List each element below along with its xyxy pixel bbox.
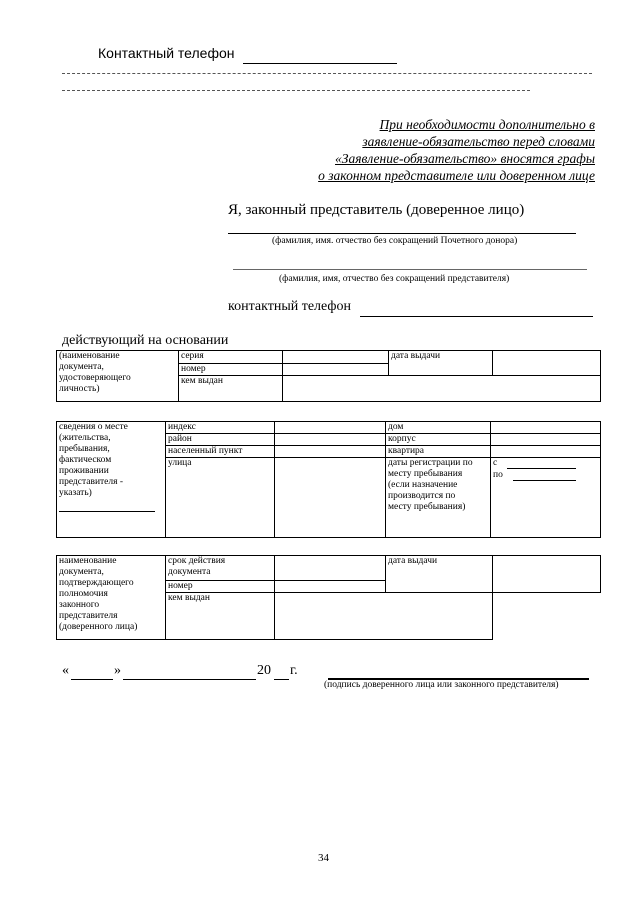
district-field[interactable]: [275, 434, 386, 446]
residence-line: пребывания,: [59, 444, 110, 454]
representative-phone-label: контактный телефон: [228, 299, 351, 314]
residence-line: сведения о месте: [59, 422, 128, 432]
dashed-line-2: [62, 90, 530, 91]
day-field[interactable]: [71, 679, 113, 680]
validity-label: [166, 556, 275, 581]
note-line: «Заявление-обязательство» вносятся графы: [335, 151, 595, 166]
doc-name-line: удостоверяющего: [59, 373, 131, 383]
doc-name-line: личность): [59, 384, 100, 394]
date-line: [62, 663, 302, 683]
apartment-label: квартира: [386, 446, 491, 458]
reg-dates-line: производится по: [388, 491, 456, 501]
representative-name-caption: (фамилия, имя, отчество без сокращений представителя): [279, 274, 510, 284]
authority-doc-line: полномочия: [59, 589, 108, 599]
house-label: дом: [386, 422, 491, 434]
issue-date-label: дата выдачи: [389, 351, 493, 376]
donor-name-field[interactable]: [228, 233, 576, 234]
reg-dates-line: месту пребывания): [388, 502, 466, 512]
reg-dates-line: даты регистрации по: [388, 458, 473, 468]
residence-line: фактическом: [59, 455, 112, 465]
representative-name-field[interactable]: [233, 269, 587, 270]
reg-dates-line: месту пребывания: [388, 469, 463, 479]
residence-line: проживании: [59, 466, 109, 476]
date-from-field[interactable]: [507, 468, 576, 469]
blank-cell: [493, 593, 601, 640]
reg-dates-line: (если назначение: [388, 480, 458, 490]
residence-table: [56, 421, 601, 538]
issued-by-field[interactable]: [283, 376, 601, 402]
authority-document-table: [56, 555, 601, 640]
note-line: о законном представителе или доверенном лице: [318, 168, 595, 183]
authority-issue-date-field[interactable]: [493, 556, 601, 593]
instruction-note: [318, 116, 595, 184]
residence-specify-field[interactable]: [59, 511, 155, 512]
series-label: серия: [179, 351, 283, 364]
month-field[interactable]: [123, 679, 256, 680]
identity-document-table: [56, 350, 601, 402]
authority-doc-line: подтверждающего: [59, 578, 134, 588]
doc-name-line: документа,: [59, 362, 104, 372]
contact-phone-field[interactable]: [243, 63, 397, 64]
locality-field[interactable]: [275, 446, 386, 458]
basis-label: действующий на основании: [62, 333, 229, 348]
date-to-field[interactable]: [513, 480, 576, 481]
open-quote: «: [62, 663, 69, 678]
date-to-label: по: [493, 470, 503, 480]
year-field[interactable]: [274, 679, 289, 680]
representative-phone-field[interactable]: [360, 316, 593, 317]
contact-phone-label: Контактный телефон: [98, 45, 235, 61]
authority-doc-line: наименование: [59, 556, 117, 566]
authority-number-label: номер: [166, 581, 275, 593]
authority-issued-by-field[interactable]: [275, 593, 493, 640]
authority-doc-name-cell: [57, 556, 166, 640]
district-label: район: [166, 434, 275, 446]
authority-issued-by-label: кем выдан: [166, 593, 275, 640]
year-suffix: г.: [290, 663, 298, 678]
number-label: номер: [179, 364, 283, 376]
authority-doc-line: документа,: [59, 567, 104, 577]
index-field[interactable]: [275, 422, 386, 434]
building-label: корпус: [386, 434, 491, 446]
locality-label: населенный пункт: [166, 446, 275, 458]
authority-doc-line: представителя: [59, 611, 118, 621]
page-number: 34: [318, 852, 329, 864]
issued-by-label: кем выдан: [179, 376, 283, 402]
close-quote: »: [114, 663, 121, 678]
donor-name-caption: (фамилия, имя. отчество без сокращений Почетного донора): [272, 236, 518, 246]
registration-dates-field[interactable]: [491, 458, 601, 538]
authority-doc-line: (доверенного лица): [59, 622, 138, 632]
authority-doc-line: законного: [59, 600, 100, 610]
house-field[interactable]: [491, 422, 601, 434]
residence-line: (жительства,: [59, 433, 111, 443]
residence-line: указать): [59, 488, 92, 498]
note-line: заявление-обязательство перед словами: [362, 134, 595, 149]
authority-issue-date-label: дата выдачи: [386, 556, 493, 593]
validity-field[interactable]: [275, 556, 386, 581]
registration-dates-label: [386, 458, 491, 538]
signature-caption: (подпись доверенного лица или законного представителя): [324, 680, 559, 690]
representative-intro: Я, законный представитель (доверенное лицо): [228, 202, 525, 218]
street-label: улица: [166, 458, 275, 538]
doc-name-line: (наименование: [59, 351, 120, 361]
apartment-field[interactable]: [491, 446, 601, 458]
dashed-line-1: [62, 73, 592, 74]
street-field[interactable]: [275, 458, 386, 538]
index-label: индекс: [166, 422, 275, 434]
series-field[interactable]: [283, 351, 389, 364]
issue-date-field[interactable]: [493, 351, 601, 376]
residence-info-cell: [57, 422, 166, 538]
validity-line: срок действия: [168, 556, 226, 566]
year-prefix: 20: [257, 663, 271, 678]
building-field[interactable]: [491, 434, 601, 446]
doc-name-cell: [57, 351, 179, 402]
validity-line: документа: [168, 567, 211, 577]
date-from-label: с: [493, 458, 498, 468]
note-line: При необходимости дополнительно в: [379, 117, 595, 132]
residence-line: представителя -: [59, 477, 124, 487]
authority-number-field[interactable]: [275, 581, 386, 593]
number-field[interactable]: [283, 364, 389, 376]
